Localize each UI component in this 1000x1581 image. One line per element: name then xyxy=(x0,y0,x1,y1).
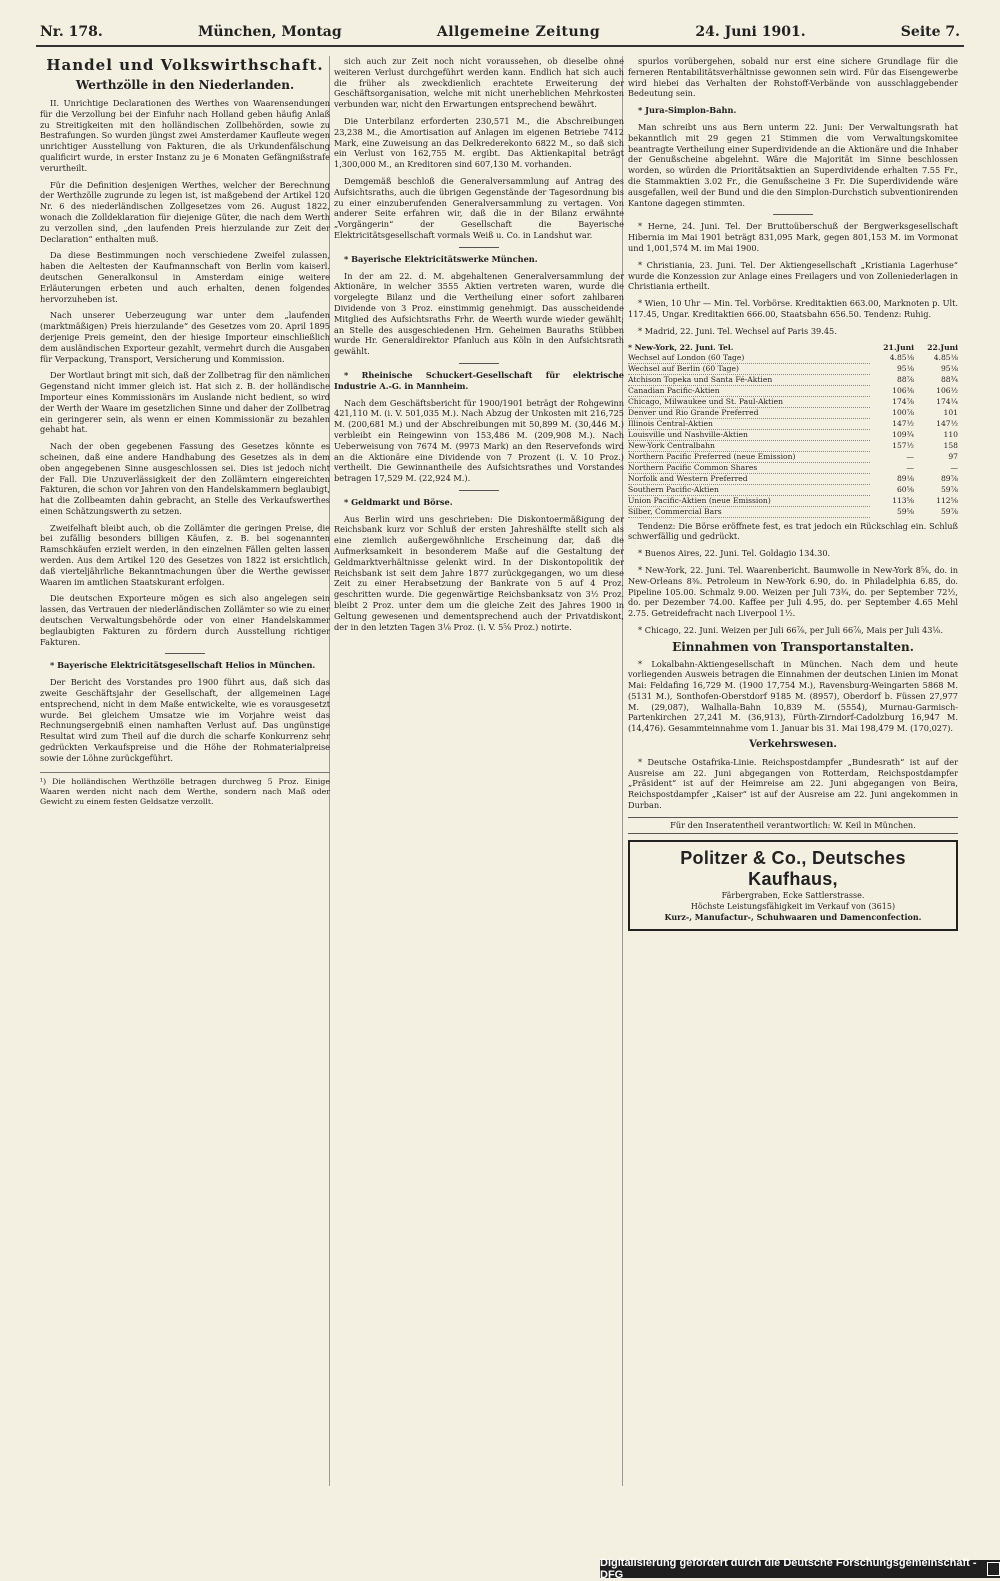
news-item: * Wien, 10 Uhr — Min. Tel. Vorbörse. Kreditaktien 663.00, Marknoten p. Ult. 117.45, Ungar. Kreditaktien 666.00, Staatsbahn 656.50. Tendenz: Ruhig. xyxy=(628,298,958,319)
cell-value: 89⅞ xyxy=(940,473,958,483)
paragraph: Nach unserer Ueberzeugung war unter dem „laufenden (marktmäßigen) Preis hierzulande“ des Gesetzes vom 20. April 1895 derjenige Preis gemeint, den der hiesige Importeur einschließlich dem ausländischen Exporteur gezahlt, vermehrt durch die Ausgaben für Verpackung, Transport, Versicherung und Kommission. xyxy=(40,310,330,364)
divider xyxy=(459,247,499,248)
paragraph: Für die Definition desjenigen Werthes, welcher der Berechnung der Werthzölle zugrunde zu legen ist, ist maßgebend der Artikel 120 Nr. 6 des niederländischen Zollgesetzes vom 26. August 1822, wonach die Zolldeklaration für diejenige Güter, die nach dem Werth zu verzollen sind, „den laufenden Preis hierzulande zur Zeit der Declaration“ enthalten muß. xyxy=(40,179,330,244)
paragraph: Da diese Bestimmungen noch verschiedene Zweifel zulassen, haben die Aeltesten der Kaufmannschaft von Berlin vom kaiserl. deutschen Generalkonsul in Amsterdam einige weitere Erläuterungen erbeten und auch erhalten, denen folgendes hervorzuheben ist. xyxy=(40,250,330,304)
article-title: Werthzölle in den Niederlanden. xyxy=(75,78,295,92)
news-item: * Christiania, 23. Juni. Tel. Der Aktiengesellschaft „Kristiania Lagerhuse“ wurde die Konzession zur Anlage eines Freilagers und von Zolleniederlagen in Christiania ertheilt. xyxy=(628,259,958,292)
cell-value: 4.85⅛ xyxy=(889,352,914,362)
paragraph: Der Bericht des Vorstandes pro 1900 führt aus, daß sich das zweite Geschäftsjahr der Gesellschaft, der allgemeinen Lage entsprechend, nicht in dem Maße entwickelte, wie es vorausgesetzt wurde. Bei gleichem Umsatze wie im Vorjahre weist das Rechnungsergebniß einen namhaften Verlust auf. Das ungünstige Resultat wird zum Theil auf die durch die scharfe Konkurrenz sehr gedrückten Verkaufspreise und die Höhe der Rohmaterialpreise sowie der Löhne zurückgeführt. xyxy=(40,677,330,763)
table-row xyxy=(628,506,958,517)
table-head-label: * New-York, 22. Juni. Tel. xyxy=(628,342,734,352)
cell-value: 59⅞ xyxy=(940,484,958,494)
divider xyxy=(165,653,205,654)
bew-title: * Bayerische Elektricitätswerke München. xyxy=(344,253,538,264)
cell-value: 106⅜ xyxy=(892,385,914,395)
responsibility-note: Für den Inseratentheil verantwortlich: W. Keil in München. xyxy=(628,817,958,834)
divider xyxy=(459,490,499,491)
table-header-row xyxy=(628,343,958,353)
table-row xyxy=(628,495,958,506)
news-item: * Madrid, 22. Juni. Tel. Wechsel auf Paris 39.45. xyxy=(638,325,837,336)
row-label: Wechsel auf London (60 Tage) xyxy=(628,353,870,364)
ad-company-name: Politzer & Co., Deutsches Kaufhaus, xyxy=(680,847,906,889)
digitization-footer xyxy=(600,1557,1000,1581)
paragraph: Die Unterbilanz erforderten 230,571 M., die Abschreibungen 23,238 M., die Amortisation auf Anlagen im eigenen Betriebe 7412 Mark, eine Zuweisung an das Delkrederekonto 6822 M., so daß sich ein Verlust von 162,755 M. ergibt. Das Aktienkapital beträgt 1,300,000 M., an Kreditoren sind 607,130 M. vorhanden. xyxy=(334,115,624,170)
footnote: ¹) Die holländischen Werthzölle betragen durchweg 5 Proz. Einige Waaren werden nicht nach dem Werthe, sondern nach Maß oder Gewicht zu einem festen Geldsatze verzollt. xyxy=(40,772,330,807)
table-row xyxy=(628,363,958,374)
cell-value: 59⅝ xyxy=(896,506,914,516)
cell-value: 4.85⅛ xyxy=(933,352,958,362)
table-row xyxy=(628,462,958,473)
section-title: Handel und Volkswirthschaft. xyxy=(46,56,324,74)
helios-title: * Bayerische Elektricitätsgesellschaft Helios in München. xyxy=(50,660,316,671)
paragraph: In der am 22. d. M. abgehaltenen Generalversammlung der Aktionäre, in welcher 3555 Aktien vertreten waren, wurde die vorgelegte Bilanz und die Vertheilung einer sofort zahlbaren Dividende von 3 Proz. einstimmig genehmigt. Das ausscheidende Mitglied des Aufsichtsraths Frhr. de Weerth wurde wieder gewählt; an Stelle des ausgeschiedenen Hrn. Geheimen Bauraths Stübben wurde Hr. Generaldirektor Pfanluch aus Köln in den Aufsichtsrath gewählt. xyxy=(334,270,624,357)
table-row xyxy=(628,418,958,429)
advertisement xyxy=(628,840,958,931)
news-item: * New-York, 22. Juni. Tel. Waarenbericht. Baumwolle in New-York 8⅝, do. in New-Orleans 8⅜. Petroleum in New-York 6.90, do. in Philadelphia 6.85, do. Pipeline 105.00. Schmalz 9.00. Weizen per Juli 73¾, do. per September 72½, do. per Dezember 74.00. Kaffee per Juli 4.95, do. per September 4.65 Mehl 2.75. Getreidefracht nach Liverpool 1½. xyxy=(628,564,958,619)
paragraph: II. Unrichtige Declarationen des Werthes von Waarensendungen für die Verzollung bei der Einfuhr nach Holland geben häufig Anlaß zu Streitigkeiten mit den holländischen Zollbehörden, sowie zu Bestrafungen. So wurden jüngst zwei Amsterdamer Kaufleute wegen unrichtiger Ausstellung von Fakturen, die als Urkundenfälschung qualificirt wurde, in erster Instanz zu je 6 Monaten Gefängnißstrafe verurtheilt. xyxy=(40,98,330,173)
cell-value: 147½ xyxy=(936,418,958,428)
cell-value: 106½ xyxy=(936,385,958,395)
table-row xyxy=(628,374,958,385)
section-heading: Verkehrswesen. xyxy=(749,739,837,751)
table-row xyxy=(628,385,958,396)
cell-value: 95⅛ xyxy=(896,363,914,373)
column-2 xyxy=(334,56,624,638)
article-body xyxy=(628,56,958,337)
paragraph: Die deutschen Exporteure mögen es sich also angelegen sein lassen, das Vertrauen der niederländischen Zollämter so wie zu einer deutschen Verwaltungsbehörde oder von einer Handelskammer beglaubigten Fakturen zu fördern durch Ausstellung richtiger Fakturen. xyxy=(40,593,330,647)
row-label: Canadian Pacific-Aktien xyxy=(628,385,870,396)
ad-goods: Kurz-, Manufactur-, Schuhwaaren und Damenconfection. xyxy=(664,911,922,922)
row-label: Wechsel auf Berlin (60 Tage) xyxy=(628,363,870,374)
paragraph: Man schreibt uns aus Bern unterm 22. Juni: Der Verwaltungsrath hat bekanntlich mit 29 gegen 21 Stimmen die vom Verwaltungskomitee beantragte Vertheilung einer Superdividende an die Aktionäre und die Inhaber der Genußscheine abgelehnt. Wäre die Majorität im Sinne beschlossen worden, so würden die Prioritätsaktien an Superdividende erhalten 7.55 Fr., die Stammaktien 3.02 Fr., die Genußscheine 3 Fr. Die Superdividende wäre ausgefallen, weil der Bund und die den Simplon-Durchstich subventionirenden Kantone dagegen stimmten. xyxy=(628,121,958,208)
table-row xyxy=(628,429,958,440)
masthead: Allgemeine Zeitung xyxy=(436,24,601,40)
paragraph: Aus Berlin wird uns geschrieben: Die Diskontoermäßigung der Reichsbank kurz vor Schluß der ersten Jahreshälfte stellt sich als eine ziemlich außergewöhnliche Erscheinung dar, daß die Aufmerksamkeit in besonderem Maße auf die Gestaltung der Geldmarktverhältnisse gelenkt wird. In der Diskontopolitik der Reichsbank ist seit dem Jahre 1877 zurückgegangen, wo um diese Zeit zu einer Herabsetzung der Bankrate von 5 auf 4 Proz. geschritten wurde. Die gegenwärtige Reichsbanksatz von 3½ Proz. bleibt 2 Proz. unter dem um die gleiche Zeit des Jahres 1900 in Geltung gewesenen und dementsprechend auch der Privatdiskont, der in den letzten Tagen 3⅛ Proz. (i. V. 5⅝ Proz.) notirte. xyxy=(334,513,624,632)
column-header: 22.Juni xyxy=(927,342,958,352)
row-label: New-York Centralbahn xyxy=(628,440,870,451)
table-row xyxy=(628,407,958,418)
issue-date: 24. Juni 1901. xyxy=(695,24,806,40)
row-label: Louisville und Nashville-Aktien xyxy=(628,429,870,440)
header-rule xyxy=(36,45,964,47)
news-item: * Buenos Aires, 22. Juni. Tel. Goldagio 134.30. xyxy=(638,548,831,559)
article-body xyxy=(628,521,958,834)
row-label: Denver und Rio Grande Preferred xyxy=(628,407,870,418)
column-header: 21.Juni xyxy=(883,342,914,352)
article-heading xyxy=(334,370,624,392)
divider xyxy=(459,363,499,364)
cell-value: 88¾ xyxy=(940,374,958,384)
table-row xyxy=(628,473,958,484)
article-body xyxy=(40,98,330,807)
cell-value: 147½ xyxy=(892,418,914,428)
cell-value: 112⅝ xyxy=(936,495,958,505)
cell-value: 59⅞ xyxy=(940,506,958,516)
news-item: * Herne, 24. Juni. Tel. Der Bruttoüberschuß der Bergwerksgesellschaft Hibernia im Mai 1901 beträgt 831,095 Mark, gegen 801,153 M. im Vormonat und 1,001,574 M. im Mai 1900. xyxy=(628,221,958,253)
row-label: Norfolk and Western Preferred xyxy=(628,473,870,484)
footer-text: Digitalisierung gefördert durch die Deutsche Forschungsgemeinschaft - DFG xyxy=(600,1557,977,1581)
cell-value: 157½ xyxy=(892,440,914,450)
cell-value: 113⅝ xyxy=(892,495,914,505)
row-label: Northern Pacific Preferred (neue Emission) xyxy=(628,451,870,462)
paragraph: Nach dem Geschäftsbericht für 1900/1901 beträgt der Rohgewinn 421,110 M. (i. V. 501,035 M.). Nach Abzug der Unkosten mit 216,725 M. (200,681 M.) und der Abschreibungen mit 50,899 M. (30,446 M.) verbleibt ein Reingewinn von 153,486 M. (209,908 M.). Nach Ueberweisung von 7674 M. (9973 Mark) an den Reservefonds wird an die Aktionäre eine Dividende von 7 Prozent (i. V. 10 Proz.) vertheilt. Die Gewinnantheile des Aufsichtsrathes und Vorstandes betragen 17,529 M. (22,924 M.). xyxy=(334,397,624,484)
cell-value: 101 xyxy=(943,407,958,417)
cell-value: — xyxy=(950,462,958,472)
page-header xyxy=(40,20,960,40)
table-row xyxy=(628,396,958,407)
table-row xyxy=(628,353,958,364)
paragraph: Der Wortlaut bringt mit sich, daß der Zollbetrag für den nämlichen Gegenstand nicht immer gleich ist. Hat sich z. B. der holländische Importeur eines Kommissionärs im Auslande nicht bedient, so wird der Werth der Waare im gesetzlichen Sinne und daher der Zollbetrag ein geringerer sein, als wenn er einen Kommissionär zu bezahlen gehabt hat. xyxy=(40,370,330,435)
cell-value: 97 xyxy=(948,451,958,461)
news-item: * Lokalbahn-Aktiengesellschaft in München. Nach dem und heute vorliegenden Ausweis betragen die Einnahmen der deutschen Linien im Monat Mai: Feldafing 16,729 M. (1900 17,754 M.), Ravensburg-Weingarten 5868 M. (5131 M.), Sonthofen-Oberstdorf 9185 M. (8957), Oberdorf b. Füssen 27,977 M. (29,087), Walhalla-Bahn 10,839 M. (5554), Murnau-Garmisch-Partenkirchen 27,241 M. (36,913), Fürth-Zirndorf-Cadolzburg 16,947 M. (14,476). Gesammteinnahme vom 1. Januar bis 31. Mai 198,479 M. (170,027). xyxy=(628,658,958,734)
cell-value: 109¾ xyxy=(892,429,914,439)
cell-value: — xyxy=(906,462,914,472)
table-row xyxy=(628,440,958,451)
row-label: Union Pacific-Aktien (neue Emission) xyxy=(628,495,870,506)
column-1 xyxy=(40,56,330,807)
ad-tagline: Höchste Leistungsfähigkeit im Verkauf von (3615) xyxy=(690,901,896,911)
article-heading xyxy=(334,497,624,508)
cell-value: 88⅞ xyxy=(896,374,914,384)
paragraph: sich auch zur Zeit noch nicht voraussehen, ob dieselbe ohne weiteren Verlust durchgeführt werden kann. Endlich hat sich auch die früher als zweckdienlich erachtete Erweiterung der Geschäftsorganisation, welche mit nicht unerheblichen Mehrkosten verbunden war, nicht den Erwartungen entsprechend bewährt. xyxy=(334,56,624,110)
issue-number: Nr. 178. xyxy=(40,24,103,40)
cell-value: 60⅝ xyxy=(896,484,914,494)
news-item: * Deutsche Ostafrika-Linie. Reichspostdampfer „Bundesrath“ ist auf der Ausreise am 22. Juni abgegangen von Rotterdam, Reichspostdampfer „Präsident“ ist auf der Heimreise am 22. Juni abgegangen von Beira, Reichspostdampfer „Kaiser“ ist auf der Ausreise am 22. Juni angekommen in Durban. xyxy=(628,756,958,811)
cell-value: 158 xyxy=(943,440,958,450)
row-label: Silber, Commercial Bars xyxy=(628,506,870,517)
article-heading xyxy=(40,660,330,671)
paragraph: spurlos vorübergehen, sobald nur erst eine sichere Grundlage für die ferneren Rentabilitätsverhältnisse gewonnen sein wird. Für das Eisengewerbe wird hiebei das Verhalten der Rohstoff-Verbände von ausschlaggebender Bedeutung sein. xyxy=(628,56,958,99)
news-item: * Chicago, 22. Juni. Weizen per Juli 66⅞, per Juli 66⅞, Mais per Juli 43⅛. xyxy=(638,624,943,635)
cell-value: 174¼ xyxy=(936,396,958,406)
cell-value: 100⅞ xyxy=(892,407,914,417)
article-body xyxy=(334,56,624,632)
paragraph: Nach der oben gegebenen Fassung des Gesetzes könnte es scheinen, daß eine andere Handhabung des Gesetzes als in dem oben angegebenen Sinne ausgeschlossen sei. Dies ist jedoch nicht der Fall. Die Unzuverlässigkeit der den Zollämtern eingereichten Fakturen, die schon vor Jahren von den Handelskammern beglaubigt, hat die Zollbeamten dahin gebracht, an Stelle des Verkaufswerthes einen Schätzungswerth zu setzen. xyxy=(40,441,330,516)
table-row xyxy=(628,484,958,495)
row-label: Southern Pacific-Aktien xyxy=(628,484,870,495)
page-number: Seite 7. xyxy=(900,24,960,40)
cell-value: — xyxy=(906,451,914,461)
row-label: Northern Pacific Common Shares xyxy=(628,462,870,473)
ad-address: Färbergraben, Ecke Sattlerstrasse. xyxy=(721,890,865,900)
market-tendency: Tendenz: Die Börse eröffnete fest, es trat jedoch ein Rückschlag ein. Schluß schwerfällig und gedrückt. xyxy=(628,520,958,542)
cell-value: 110 xyxy=(943,429,958,439)
city-day: München, Montag xyxy=(197,24,342,40)
paragraph: Zweifelhaft bleibt auch, ob die Zollämter die geringen Preise, die bei zufällig besonders billigen Käufen, z. B. bei sogenannten Ramschkäufen erzielt werden, in den einzelnen Fällen gelten lassen werden. Aus dem Artikel 120 des Gesetzes von 1822 ist ersichtlich, daß vierteljährliche Bekanntmachungen über die Werthe gewisser Waaren im amtlichen Staatskurant erfolgen. xyxy=(40,522,330,587)
section-heading: Einnahmen von Transportanstalten. xyxy=(672,639,914,654)
row-label: Chicago, Milwaukee und St. Paul-Aktien xyxy=(628,396,870,407)
row-label: Atchison Topeka und Santa Fé-Aktien xyxy=(628,374,870,385)
cell-value: 89⅛ xyxy=(896,473,914,483)
cell-value: 95⅛ xyxy=(940,363,958,373)
geld-title: * Geldmarkt und Börse. xyxy=(344,496,453,507)
article-heading xyxy=(628,105,958,116)
schuckert-title: * Rheinische Schuckert-Gesellschaft für elektrische Industrie A.-G. in Mannheim. xyxy=(334,369,624,391)
divider xyxy=(773,214,813,215)
cell-value: 174⅞ xyxy=(892,396,914,406)
row-label: Illinois Central-Aktien xyxy=(628,418,870,429)
column-3 xyxy=(628,56,958,931)
table-row xyxy=(628,451,958,462)
article-heading xyxy=(334,254,624,265)
dfg-logo-icon xyxy=(987,1562,1000,1576)
jura-title: * Jura-Simplon-Bahn. xyxy=(638,105,737,116)
market-table xyxy=(628,343,958,518)
paragraph: Demgemäß beschloß die Generalversammlung auf Antrag des Aufsichtsraths, auch die übrigen Gegenstände der Tagesordnung bis zu einer einzuberufenden Generalversammlung zu vertagen. Von anderer Seite erfahren wir, daß die in der Bilanz erwähnte „Vorgängerin“ der Gesellschaft die Bayerische Elektricitätsgesellschaft vormals Weiß u. Co. in Landshut war. xyxy=(334,175,624,240)
